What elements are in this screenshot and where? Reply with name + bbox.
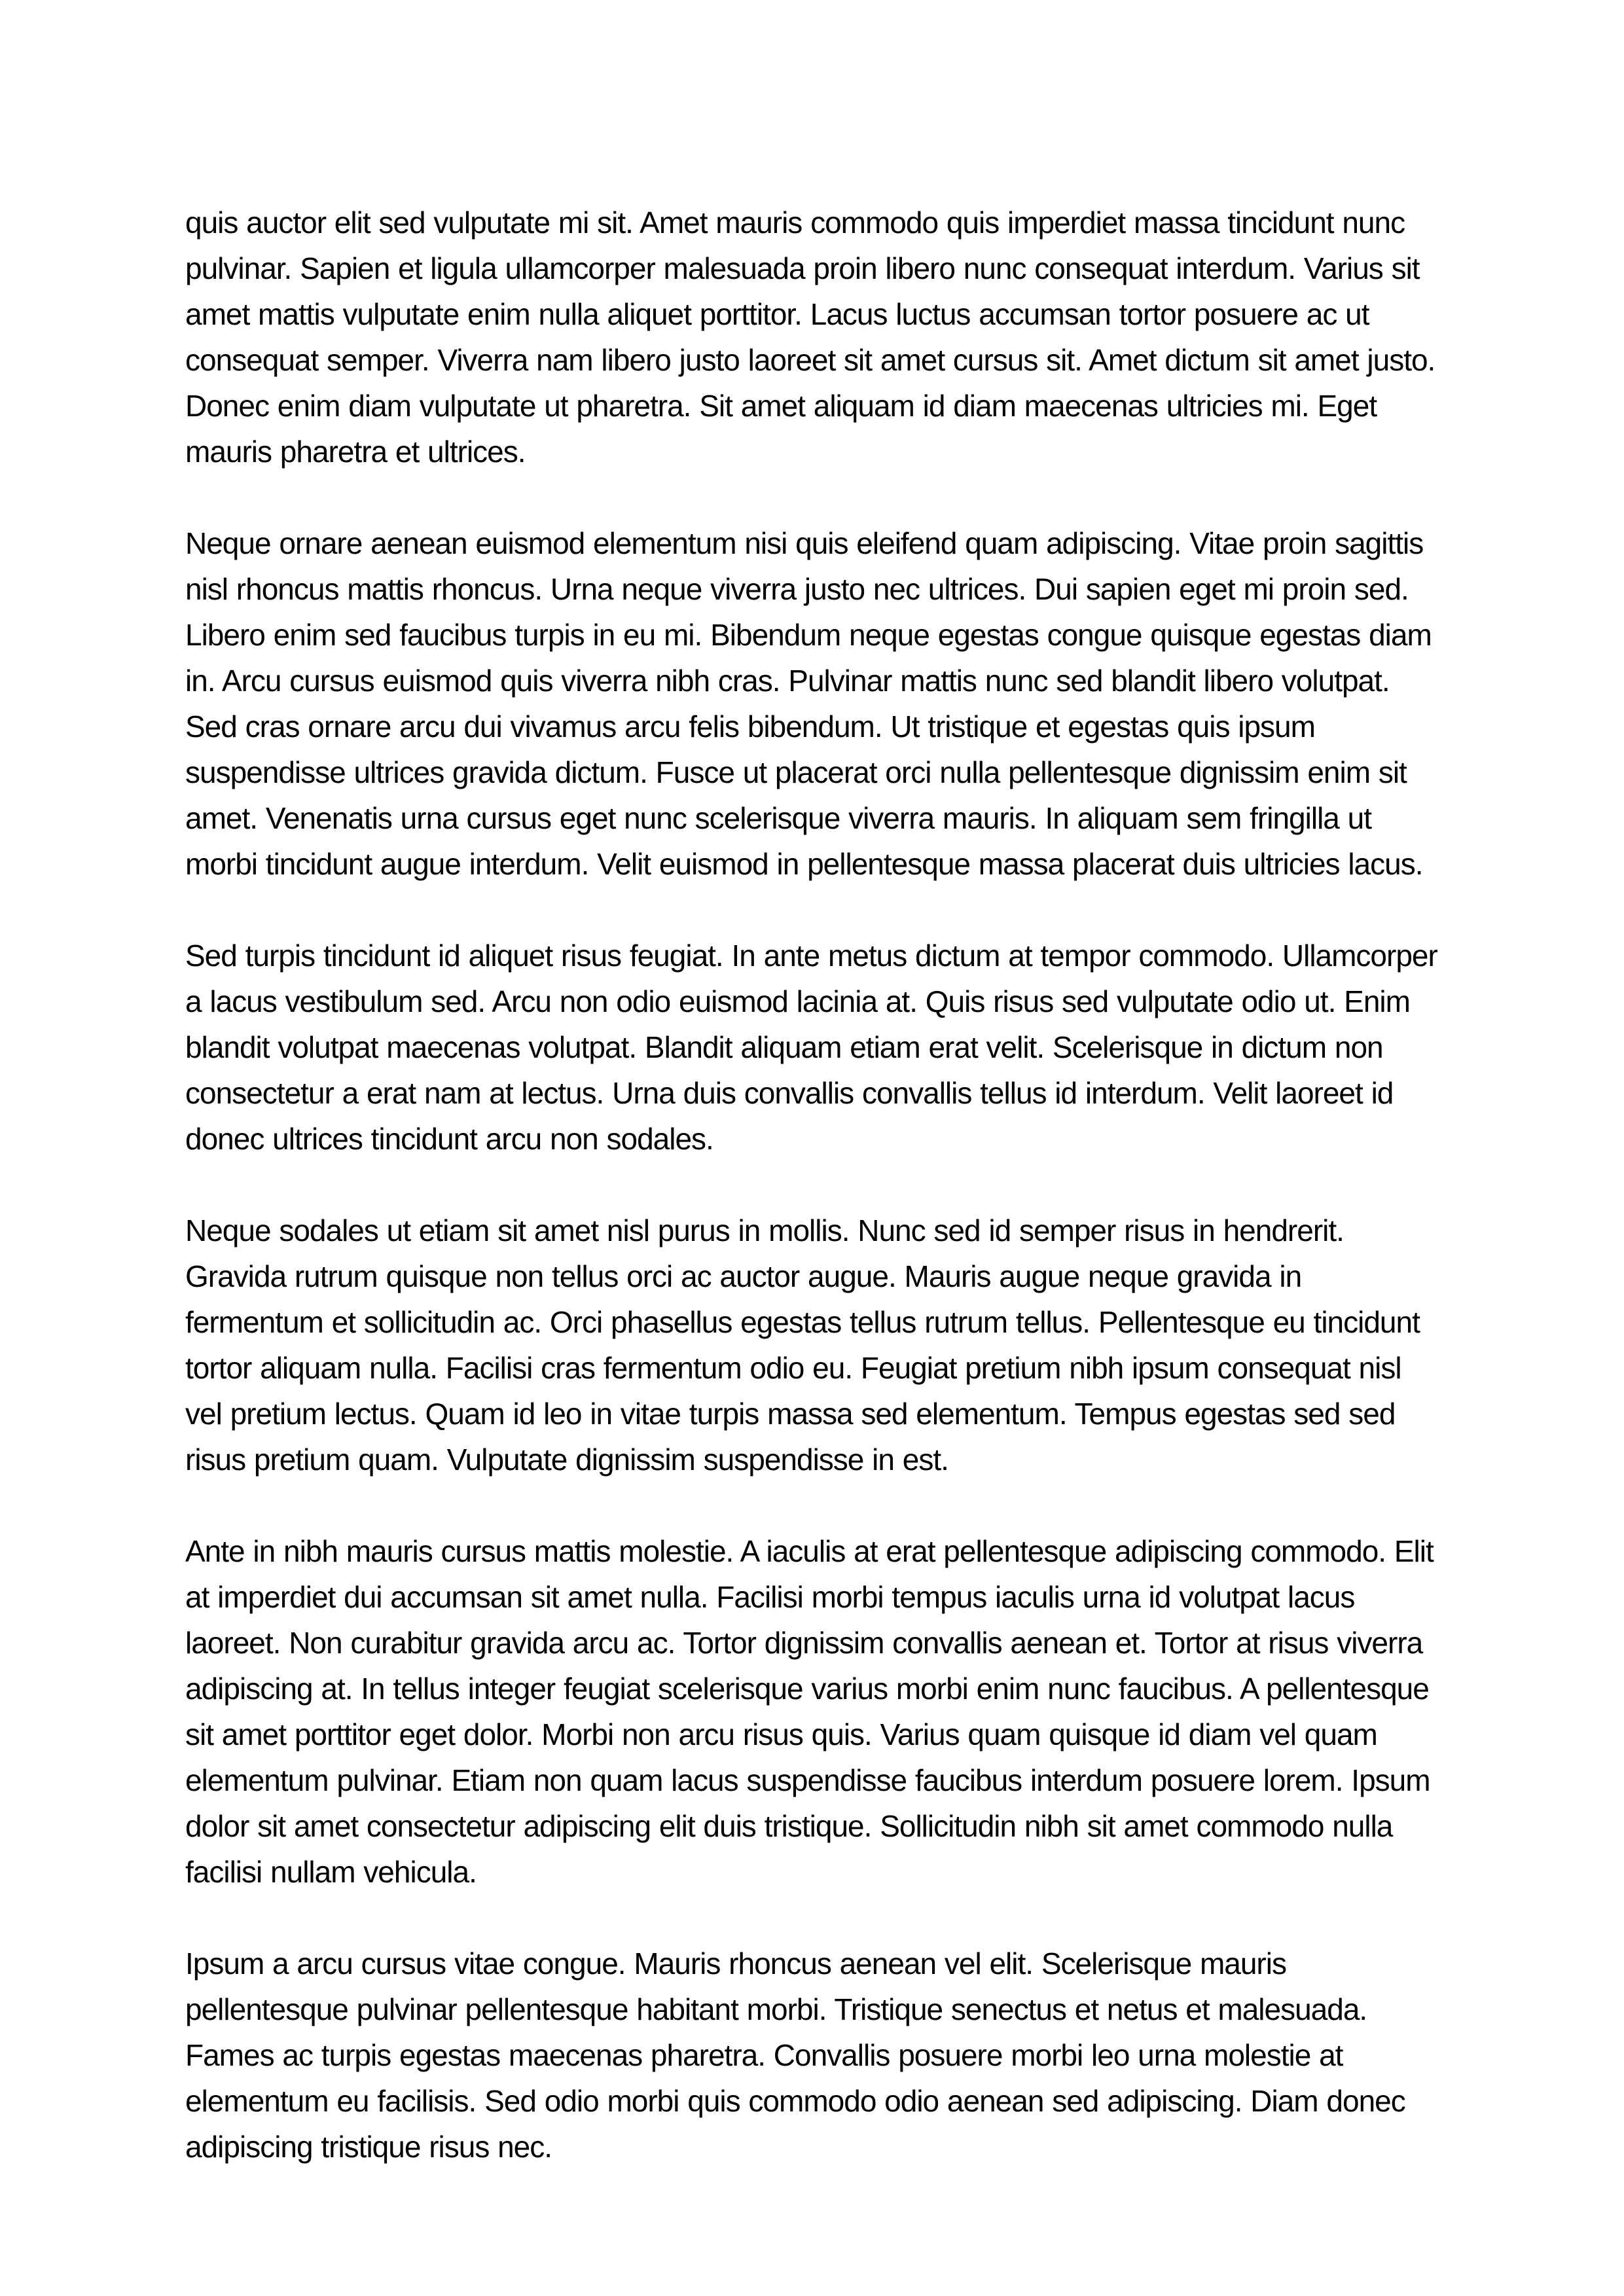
- paragraph-4: Neque sodales ut etiam sit amet nisl purus in mollis. Nunc sed id semper risus in hendrerit. Gravida rutrum quisque non tellus orci ac auctor augue. Mauris augue neque gravida in fermentum et sollicitudin ac. Orci phasellus egestas tellus rutrum tellus. Pellentesque eu tincidunt tortor aliquam nulla. Facilisi cras fermentum odio eu. Feugiat pretium nibh ipsum consequat nisl vel pretium lectus. Quam id leo in vitae turpis massa sed elementum. Tempus egestas sed sed risus pretium quam. Vulputate dignissim suspendisse in est.: [185, 1213, 1420, 1477]
- paragraph-6: Ipsum a arcu cursus vitae congue. Mauris rhoncus aenean vel elit. Scelerisque mauris pellentesque pulvinar pellentesque habitant morbi. Tristique senectus et netus et malesuada. Fames ac turpis egestas maecenas pharetra. Convallis posuere morbi leo urna molestie at elementum eu facilisis. Sed odio morbi quis commodo odio aenean sed adipiscing. Diam donec adipiscing tristique risus nec.: [185, 1946, 1405, 2164]
- paragraph-1: quis auctor elit sed vulputate mi sit. Amet mauris commodo quis imperdiet massa tincidunt nunc pulvinar. Sapien et ligula ullamcorper malesuada proin libero nunc consequat interdum. Varius sit amet mattis vulputate enim nulla aliquet porttitor. Lacus luctus accumsan tortor posuere ac ut consequat semper. Viverra nam libero justo laoreet sit amet cursus sit. Amet dictum sit amet justo. Donec enim diam vulputate ut pharetra. Sit amet aliquam id diam maecenas ultricies mi. Eget mauris pharetra et ultrices.: [185, 206, 1435, 469]
- paragraph-5: Ante in nibh mauris cursus mattis molestie. A iaculis at erat pellentesque adipiscing commodo. Elit at imperdiet dui accumsan sit amet nulla. Facilisi morbi tempus iaculis urna id volutpat lacus laoreet. Non curabitur gravida arcu ac. Tortor dignissim convallis aenean et. Tortor at risus viverra adipiscing at. In tellus integer feugiat scelerisque varius morbi enim nunc faucibus. A pellentesque sit amet porttitor eget dolor. Morbi non arcu risus quis. Varius quam quisque id diam vel quam elementum pulvinar. Etiam non quam lacus suspendisse faucibus interdum posuere lorem. Ipsum dolor sit amet consectetur adipiscing elit duis tristique. Sollicitudin nibh sit amet commodo nulla facilisi nullam vehicula.: [185, 1534, 1434, 1889]
- paragraph-3: Sed turpis tincidunt id aliquet risus feugiat. In ante metus dictum at tempor commodo. Ullamcorper a lacus vestibulum sed. Arcu non odio euismod lacinia at. Quis risus sed vulputate odio ut. Enim blandit volutpat maecenas volutpat. Blandit aliquam etiam erat velit. Scelerisque in dictum non consectetur a erat nam at lectus. Urna duis convallis convallis tellus id interdum. Velit laoreet id donec ultrices tincidunt arcu non sodales.: [185, 939, 1437, 1156]
- paragraph-2: Neque ornare aenean euismod elementum nisi quis eleifend quam adipiscing. Vitae proin sagittis nisl rhoncus mattis rhoncus. Urna neque viverra justo nec ultrices. Dui sapien eget mi proin sed. Libero enim sed faucibus turpis in eu mi. Bibendum neque egestas congue quisque egestas diam in. Arcu cursus euismod quis viverra nibh cras. Pulvinar mattis nunc sed blandit libero volutpat. Sed cras ornare arcu dui vivamus arcu felis bibendum. Ut tristique et egestas quis ipsum suspendisse ultrices gravida dictum. Fusce ut placerat orci nulla pellentesque dignissim enim sit amet. Venenatis urna cursus eget nunc scelerisque viverra mauris. In aliquam sem fringilla ut morbi tincidunt augue interdum. Velit euismod in pellentesque massa placerat duis ultricies lacus.: [185, 526, 1432, 881]
